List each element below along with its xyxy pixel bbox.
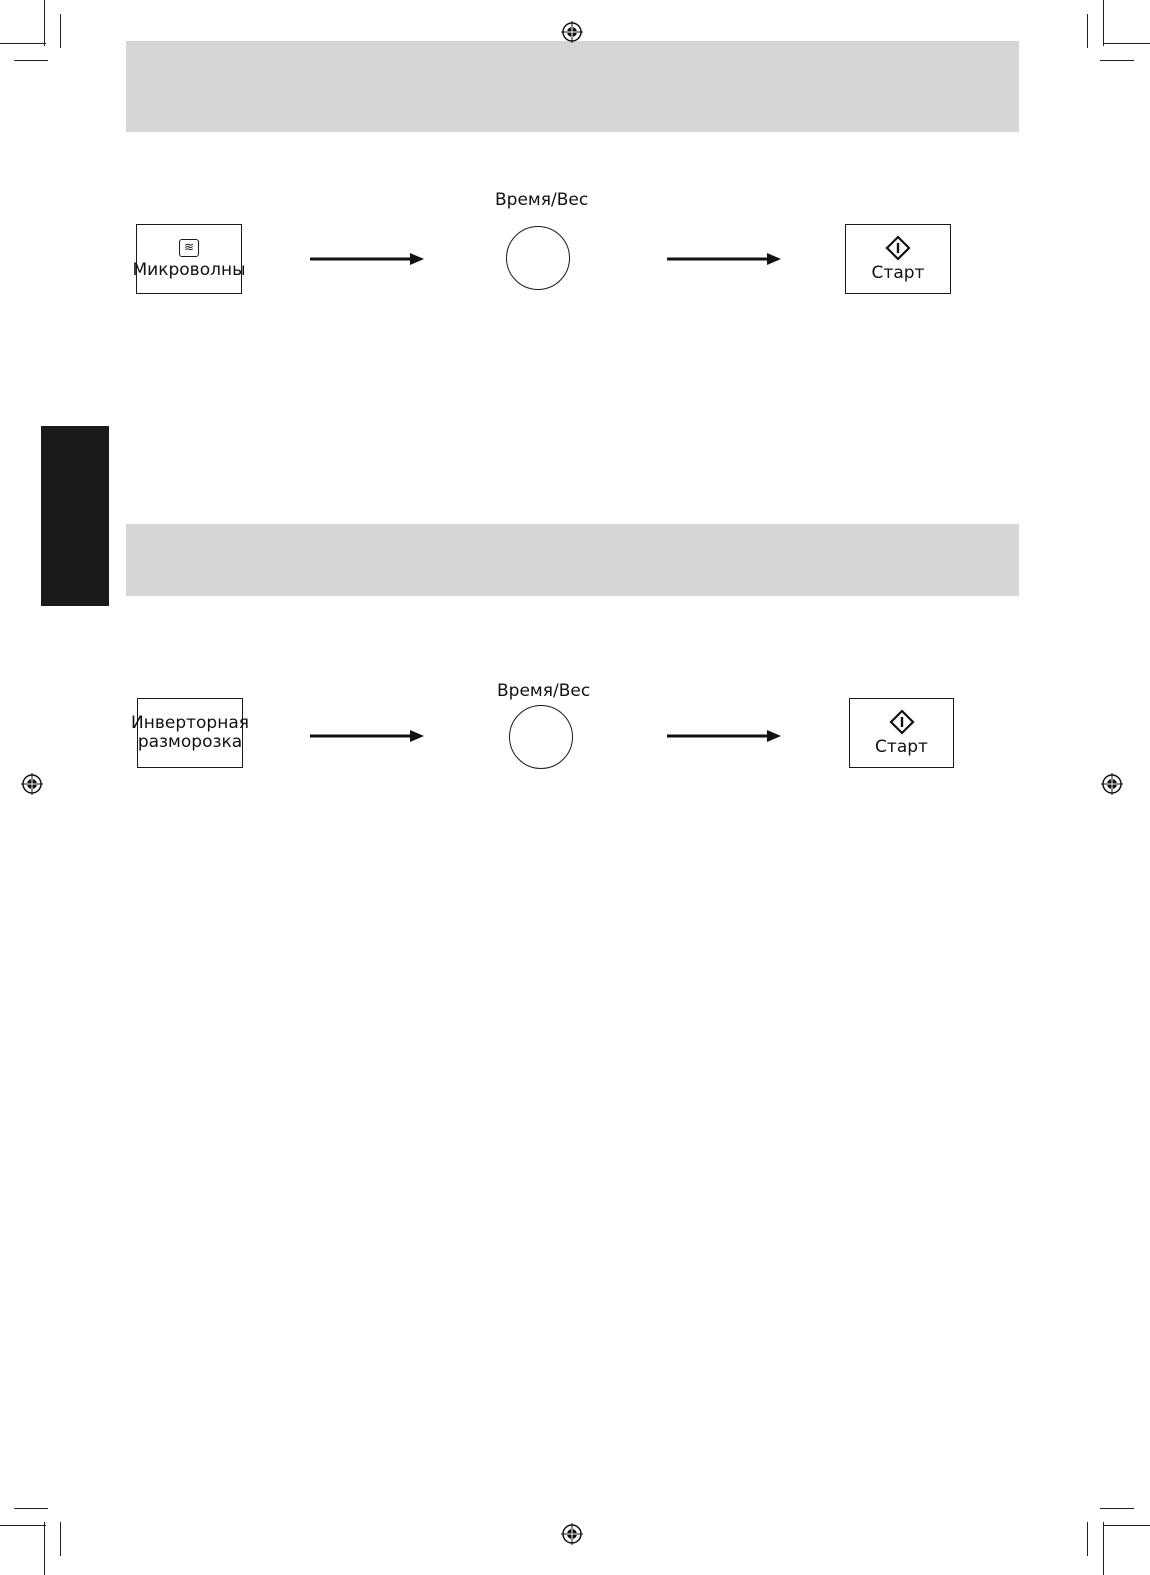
crop-mark-tl-h — [0, 43, 46, 44]
flow-arrow-2 — [667, 251, 783, 267]
microwave-button[interactable] — [132, 224, 246, 294]
registration-mark-right-icon — [1101, 773, 1123, 795]
registration-mark-bottom-icon — [561, 1523, 583, 1545]
start-button-2[interactable] — [849, 698, 954, 768]
crop-mark-tl-v — [44, 0, 45, 46]
flow-arrow-3 — [310, 728, 426, 744]
registration-mark-top-icon — [561, 21, 583, 43]
crop-mark-bl-v — [44, 1522, 45, 1575]
crop-mark-br-h — [1104, 1525, 1150, 1526]
start-button-label: Старт — [871, 263, 925, 283]
time-weight-dial-label: Время/Вес — [495, 190, 589, 210]
section-header-band-2 — [126, 524, 1019, 596]
start-button-2-label: Старт — [875, 737, 928, 757]
flow-arrow-4 — [667, 728, 783, 744]
start-button[interactable] — [845, 224, 951, 294]
crop-mark-tr-h2 — [1100, 60, 1134, 61]
time-weight-dial-label-2: Время/Вес — [497, 681, 591, 701]
microwave-waves-icon: ≋ — [179, 239, 199, 257]
crop-mark-tr-h — [1104, 43, 1150, 44]
crop-mark-br-h2 — [1100, 1508, 1134, 1509]
crop-mark-bl-h — [0, 1525, 46, 1526]
crop-mark-br-v — [1103, 1522, 1104, 1575]
crop-mark-br-v2 — [1087, 1522, 1088, 1556]
crop-mark-tr-v — [1103, 0, 1104, 46]
inverter-defrost-label-line2: разморозка — [137, 732, 243, 752]
inverter-defrost-label-line1: Инверторная — [131, 713, 249, 733]
inverter-defrost-button[interactable] — [131, 698, 249, 768]
time-weight-dial-2[interactable] — [509, 705, 573, 769]
start-diamond-icon — [885, 235, 911, 261]
registration-mark-left-icon — [21, 773, 43, 795]
flow-arrow-1 — [310, 251, 426, 267]
crop-mark-bl-h2 — [14, 1508, 48, 1509]
microwave-button-label: Микроволны — [132, 259, 246, 280]
crop-mark-tl-v2 — [60, 14, 61, 48]
crop-mark-tr-v2 — [1087, 14, 1088, 48]
crop-mark-bl-v2 — [60, 1522, 61, 1556]
crop-mark-tl-h2 — [14, 60, 48, 61]
start-diamond-icon-2 — [889, 709, 915, 735]
time-weight-dial[interactable] — [506, 226, 570, 290]
language-side-tab — [41, 426, 109, 606]
section-header-band-1 — [126, 41, 1019, 132]
